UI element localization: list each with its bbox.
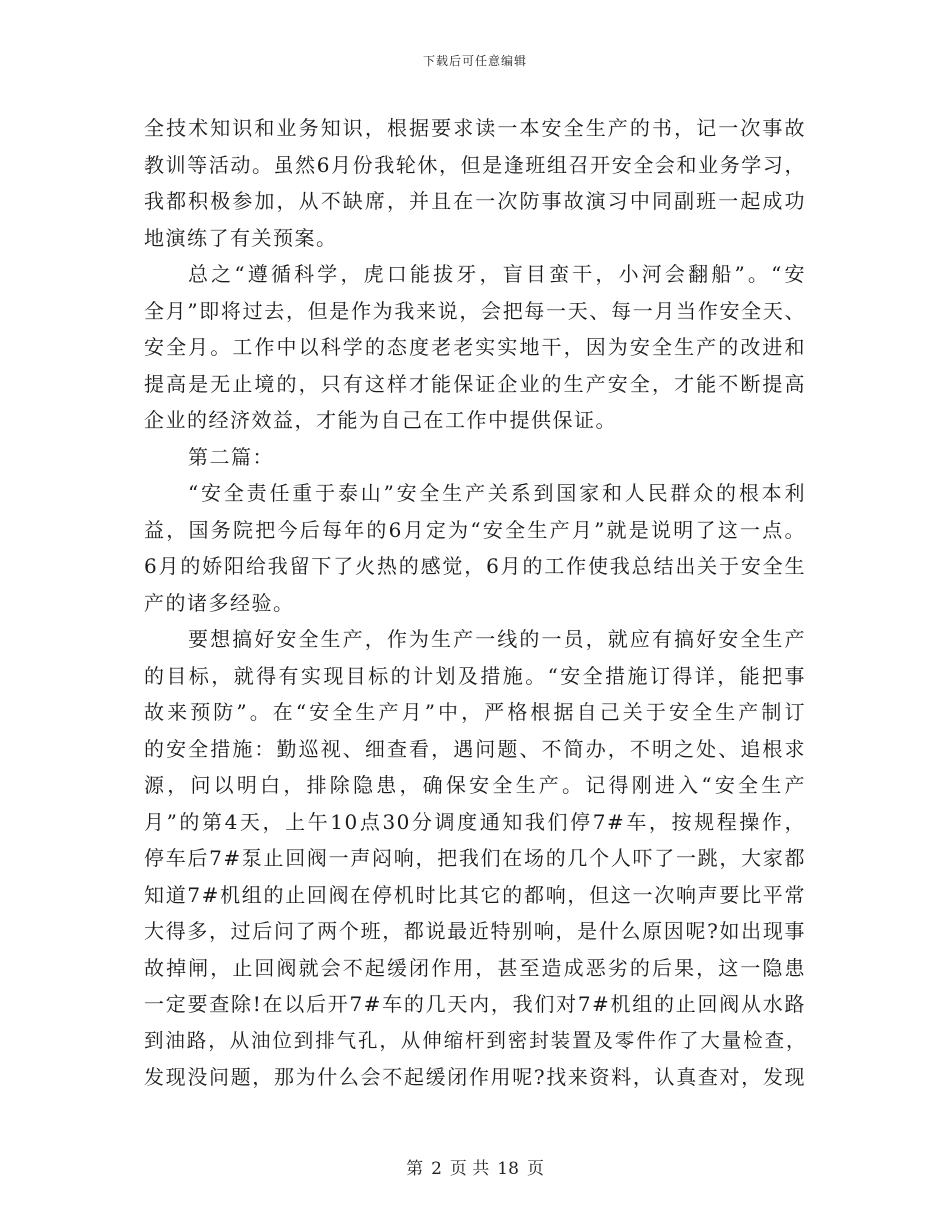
footer-suffix: 页 bbox=[526, 1159, 544, 1179]
text-line: 全月”即将过去，但是作为我来说，会把每一天、每一月当作安全天、 bbox=[144, 298, 806, 323]
text-line: “安全责任重于泰山”安全生产关系到国家和人民群众的根本利 bbox=[188, 481, 806, 505]
text-line: 益，国务院把今后每年的6月定为“安全生产月”就是说明了这一点。 bbox=[144, 517, 806, 542]
footer-page-number: 2 bbox=[431, 1159, 442, 1179]
text-line: 的安全措施：勤巡视、细查看，遇问题、不简办，不明之处、追根求 bbox=[144, 736, 806, 761]
text-line: 地演练了有关预案。 bbox=[144, 225, 338, 250]
text-line: 产的诸多经验。 bbox=[144, 590, 295, 615]
text-line: 大得多，过后问了两个班，都说最近特别响，是什么原因呢?如出现事 bbox=[144, 919, 806, 943]
text-line: 提高是无止境的，只有这样才能保证企业的生产安全，才能不断提高 bbox=[144, 371, 806, 396]
text-line: 到油路，从油位到排气孔，从伸缩杆到密封装置及零件作了大量检查， bbox=[144, 1028, 806, 1052]
text-line: 停车后7#泵止回阀一声闷响，把我们在场的几个人吓了一跳，大家都 bbox=[144, 846, 806, 870]
text-line: 的目标，就得有实现目标的计划及措施。“安全措施订得详，能把事 bbox=[144, 663, 806, 688]
text-line: 故来预防”。在“安全生产月”中，严格根据自己关于安全生产制订 bbox=[144, 700, 806, 724]
text-line: 发现没问题，那为什么会不起缓闭作用呢?找来资料，认真查对，发现 bbox=[144, 1065, 806, 1089]
footer-prefix: 第 bbox=[406, 1159, 424, 1179]
text-line: 安全月。工作中以科学的态度老老实实地干，因为安全生产的改进和 bbox=[144, 335, 806, 359]
text-line: 第二篇： bbox=[188, 444, 274, 469]
text-line: 知道7#机组的止回阀在停机时比其它的都响，但这一次响声要比平常 bbox=[144, 882, 806, 907]
text-line: 源，问以明白，排除隐患，确保安全生产。记得刚进入“安全生产 bbox=[144, 773, 806, 797]
page-footer bbox=[0, 1154, 950, 1179]
text-line: 我都积极参加，从不缺席，并且在一次防事故演习中同副班一起成功 bbox=[144, 189, 806, 213]
text-line: 6月的娇阳给我留下了火热的感觉，6月的工作使我总结出关于安全生 bbox=[144, 554, 806, 578]
text-line: 要想搞好安全生产，作为生产一线的一员，就应有搞好安全生产 bbox=[188, 627, 806, 651]
text-line: 教训等活动。虽然6月份我轮休，但是逢班组召开安全会和业务学习， bbox=[144, 152, 806, 177]
page-header: 下载后可任意编辑 bbox=[422, 54, 527, 68]
document-body bbox=[144, 110, 806, 1096]
text-line: 全技术知识和业务知识，根据要求读一本安全生产的书，记一次事故 bbox=[144, 116, 806, 140]
text-line: 一定要查除!在以后开7#车的几天内，我们对7#机组的止回阀从水路 bbox=[144, 992, 806, 1016]
text-line: 故掉闸，止回阀就会不起缓闭作用，甚至造成恶劣的后果，这一隐患 bbox=[144, 955, 806, 980]
text-line: 总之“遵循科学，虎口能拔牙，盲目蛮干，小河会翻船”。“安 bbox=[188, 262, 806, 286]
footer-total-pages: 18 bbox=[497, 1159, 519, 1179]
text-line: 月”的第4天，上午10点30分调度通知我们停7#车，按规程操作， bbox=[144, 809, 806, 834]
text-line: 企业的经济效益，才能为自己在工作中提供保证。 bbox=[144, 408, 617, 432]
footer-middle: 页 共 bbox=[449, 1159, 490, 1179]
